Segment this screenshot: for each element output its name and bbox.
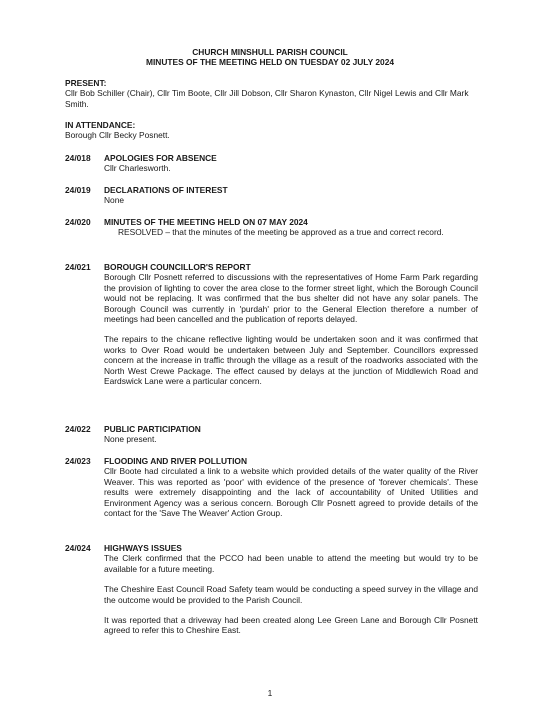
section-paragraph: The Clerk confirmed that the PCCO had been unable to attend the meeting but would try to be available for a future meeting. (104, 553, 478, 574)
section-apologies (104, 153, 478, 174)
section-number: 24/023 (65, 456, 91, 466)
section-paragraph: It was reported that a driveway had been created along Lee Green Lane and Borough Cllr Posnett agreed to refer this to Cheshire East. (104, 615, 478, 636)
section-paragraph: Borough Cllr Posnett referred to discussions with the representatives of Home Farm Park regarding the provision of lighting to cover the area close to the former street light, which the Borough Council would not be replacing. It was confirmed that the bus shelter did not have any solar panels. The Borough Council was currently in 'purdah' prior to the General Election therefore a number of meetings had been cancelled and the publication of reports delayed. (104, 272, 478, 325)
section-number: 24/020 (65, 217, 91, 227)
section-paragraph: Cllr Boote had circulated a link to a website which provided details of the water quality of the River Weaver. This was reported as 'poor' with evidence of the presence of 'forever chemicals'. These results were extremely disappointing and the lack of accountability of United Utilities and Environment Agency was a serious concern. Borough Cllr Posnett agreed to provide details of the contact for the 'Save The Weaver' Action Group. (104, 466, 478, 519)
section-paragraph: The repairs to the chicane reflective lighting would be undertaken soon and it was confirmed that works to Over Road would be undertaken between July and September. Councillors expressed concern at the increase in traffic through the village as a result of the roadworks associated with the North West Crewe Package. The effect caused by delays at the junction of Middlewich Road and Eardswick Lane were a particular concern. (104, 334, 478, 387)
section-heading: DECLARATIONS OF INTEREST (104, 185, 228, 195)
section-heading: BOROUGH COUNCILLOR'S REPORT (104, 262, 251, 272)
section-borough-report (104, 262, 478, 386)
present-heading: PRESENT: (65, 78, 107, 88)
document-title: CHURCH MINSHULL PARISH COUNCIL (192, 47, 348, 57)
section-number: 24/024 (65, 543, 91, 553)
attendance-heading: IN ATTENDANCE: (65, 120, 136, 130)
section-number: 24/018 (65, 153, 91, 163)
section-heading: HIGHWAYS ISSUES (104, 543, 182, 553)
present-block (65, 78, 479, 109)
attendance-text: Borough Cllr Becky Posnett. (65, 130, 170, 141)
section-paragraph: The Cheshire East Council Road Safety team would be conducting a speed survey in the village and the outcome would be provided to the Parish Council. (104, 584, 478, 605)
section-heading: MINUTES OF THE MEETING HELD ON 07 MAY 2024 (104, 217, 308, 227)
section-highways (104, 543, 478, 636)
section-heading: PUBLIC PARTICIPATION (104, 424, 201, 434)
section-heading: APOLOGIES FOR ABSENCE (104, 153, 217, 163)
section-previous-minutes (104, 217, 478, 238)
document-subtitle: MINUTES OF THE MEETING HELD ON TUESDAY 02 JULY 2024 (145, 57, 395, 67)
section-paragraph: None present. (104, 434, 157, 445)
section-number: 24/019 (65, 185, 91, 195)
section-number: 24/022 (65, 424, 91, 434)
section-number: 24/021 (65, 262, 91, 272)
section-public-participation (104, 424, 478, 445)
section-paragraph: Cllr Charlesworth. (104, 163, 171, 174)
section-flooding (104, 456, 478, 518)
attendance-block (65, 120, 479, 141)
section-paragraph: None (104, 195, 125, 206)
section-declarations (104, 185, 478, 206)
section-heading: FLOODING AND RIVER POLLUTION (104, 456, 247, 466)
page-number: 1 (267, 688, 273, 698)
present-text: Cllr Bob Schiller (Chair), Cllr Tim Boote, Cllr Jill Dobson, Cllr Sharon Kynaston, Cllr Nigel Lewis and Cllr Mark Smith. (65, 88, 469, 109)
section-paragraph: RESOLVED – that the minutes of the meeting be approved as a true and correct record. (118, 227, 444, 238)
